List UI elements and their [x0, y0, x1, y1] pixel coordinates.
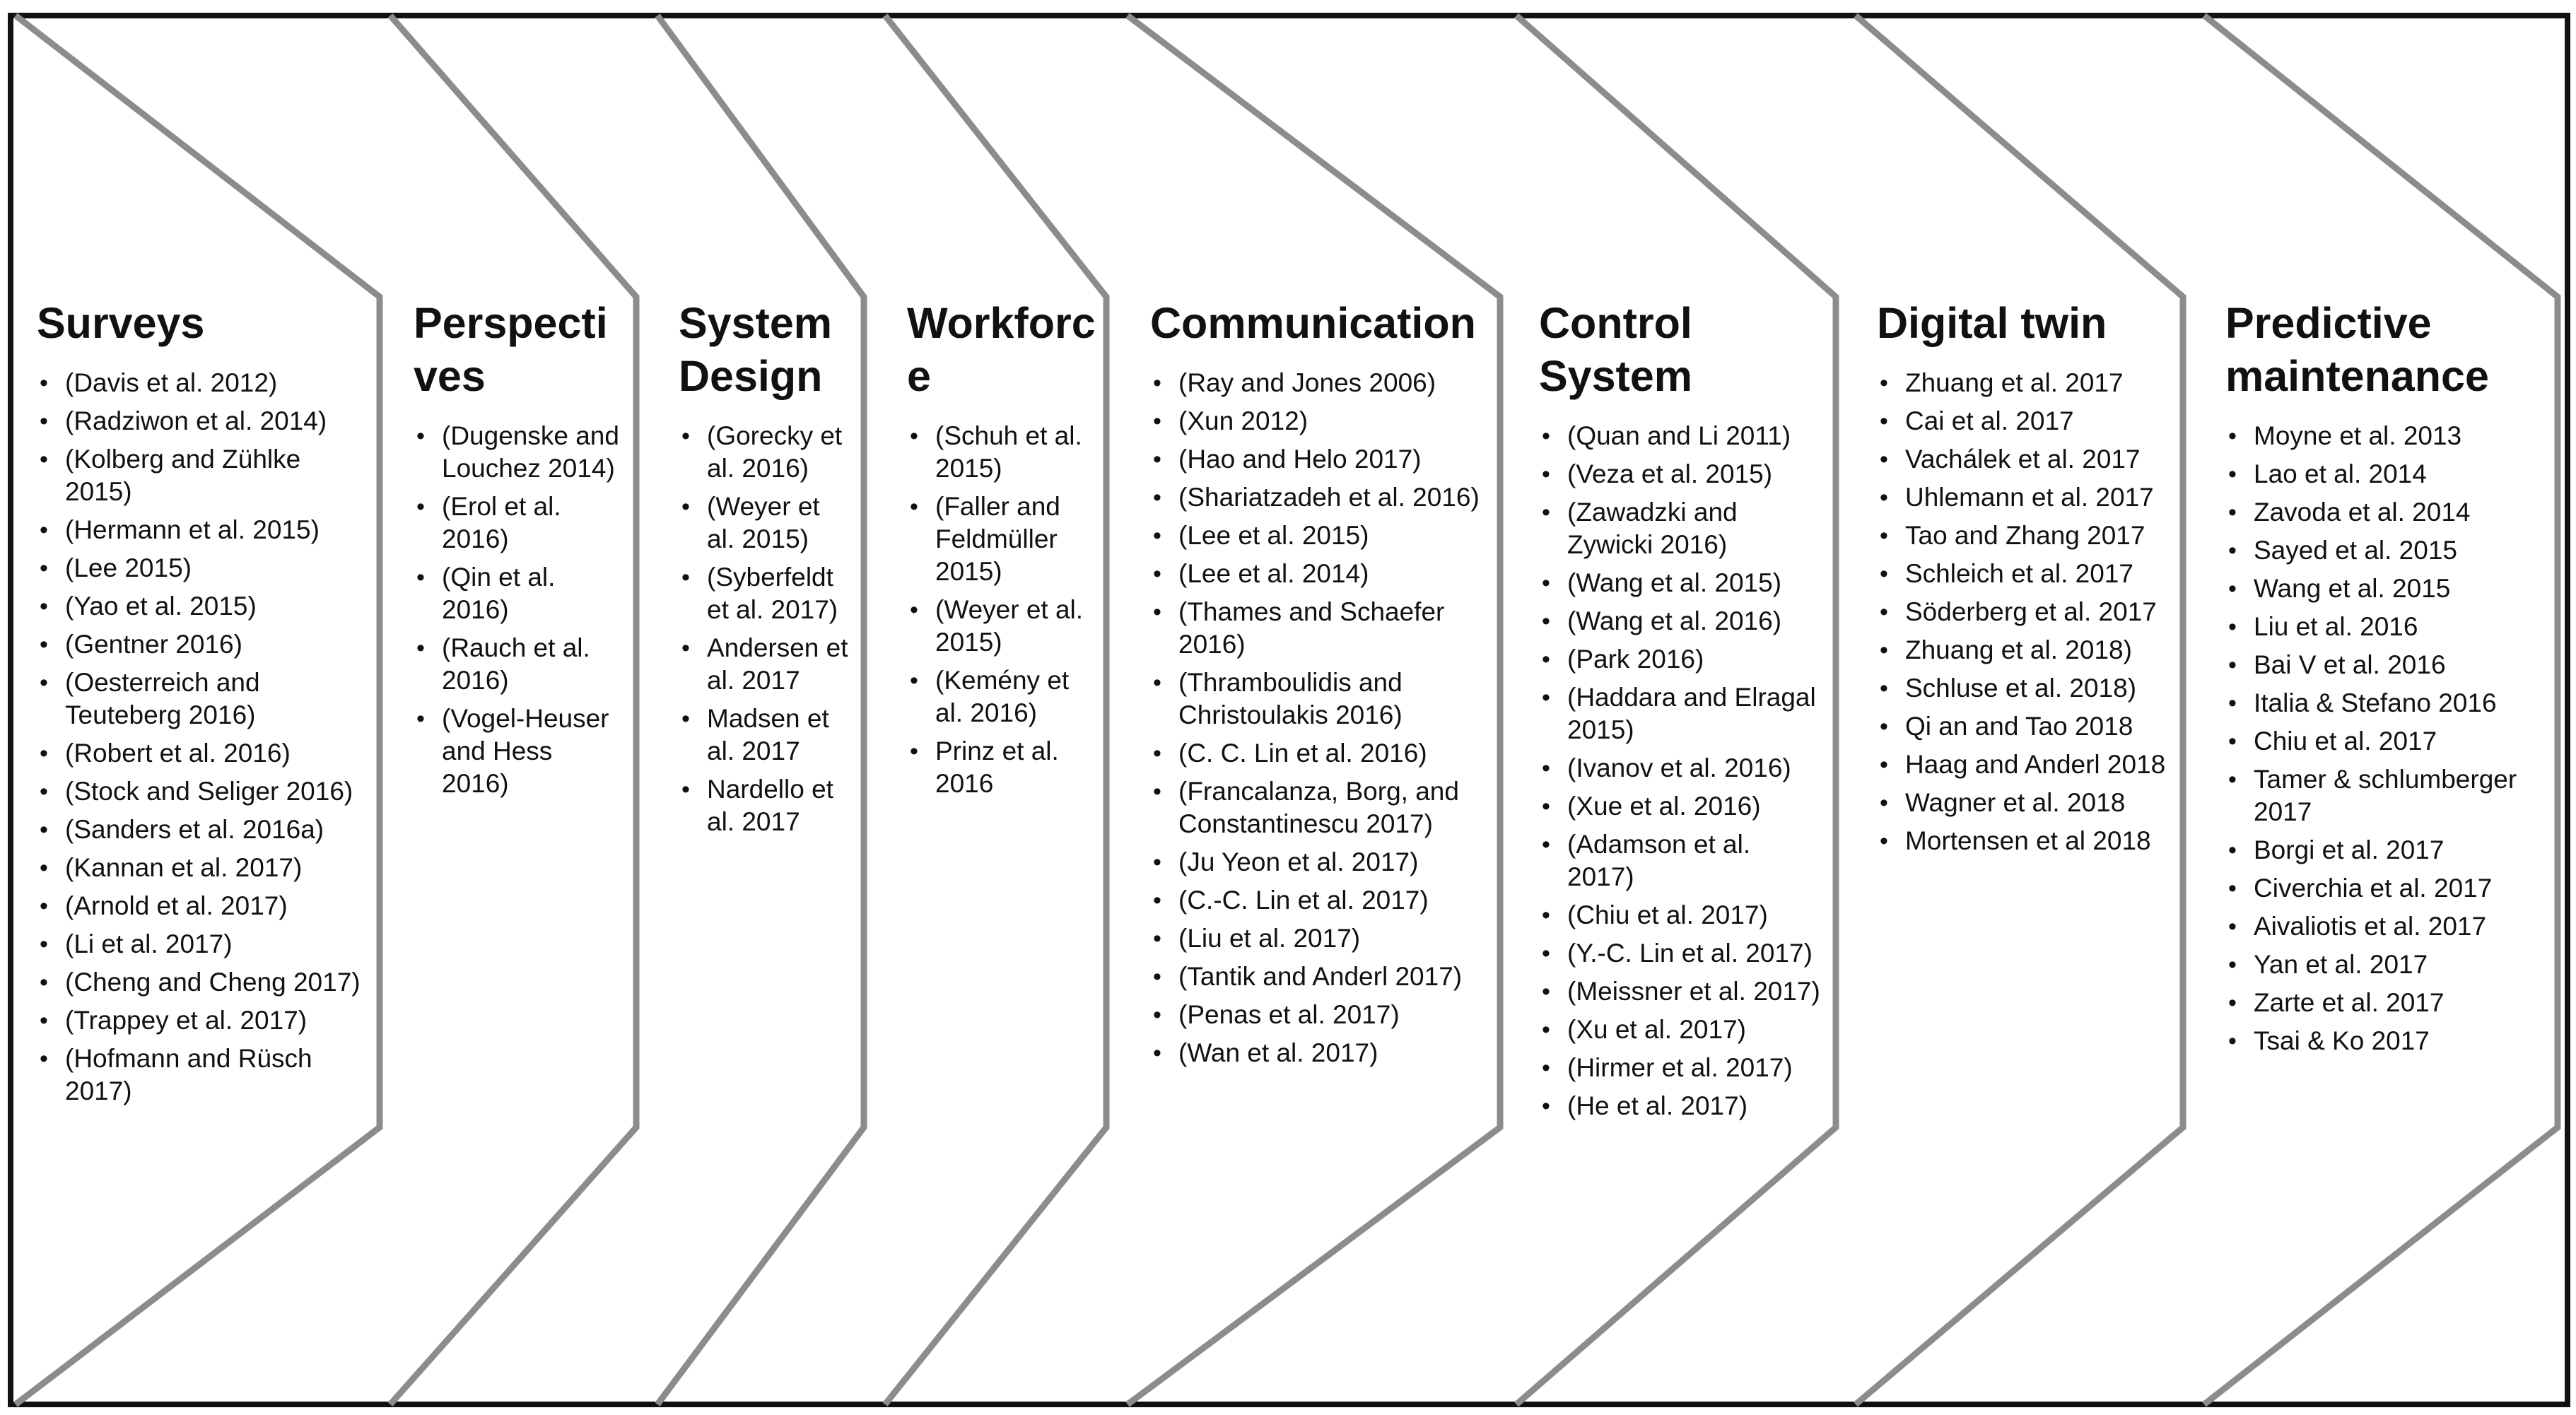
reference-item: • Vachálek et al. 2017 [1877, 443, 2174, 476]
reference-item: • Tamer & schlumberger 2017 [2225, 763, 2551, 828]
reference-item: • (Radziwon et al. 2014) [37, 405, 369, 438]
column-title: Workforce [907, 299, 1096, 400]
reference-item: • (Hermann et al. 2015) [37, 514, 369, 546]
column-system-design [679, 297, 848, 844]
reference-item: • (Tantik and Anderl 2017) [1150, 961, 1482, 993]
reference-item: • (Yao et al. 2015) [37, 590, 369, 623]
column-title: Perspectives [414, 299, 608, 400]
column-title: Digital twin [1877, 299, 2107, 347]
reference-item: • (Qin et al. 2016) [414, 561, 626, 626]
reference-item: • Madsen et al. 2017 [679, 703, 848, 768]
reference-list [37, 367, 369, 1108]
reference-item: • (Y.-C. Lin et al. 2017) [1539, 937, 1822, 970]
reference-item: • Bai V et al. 2016 [2225, 649, 2551, 681]
column-workforce [907, 297, 1098, 806]
reference-item: • (Quan and Li 2011) [1539, 420, 1822, 452]
reference-item: • (Oesterreich and Teuteberg 2016) [37, 667, 369, 732]
reference-item: • (Park 2016) [1539, 643, 1822, 676]
reference-item: • (Weyer et al. 2015) [907, 594, 1098, 659]
reference-item: • (Li et al. 2017) [37, 928, 369, 961]
reference-item: • Lao et al. 2014 [2225, 458, 2551, 491]
reference-item: • (Francalanza, Borg, and Constantinescu 2017) [1150, 775, 1482, 840]
reference-item: • (Ivanov et al. 2016) [1539, 752, 1822, 785]
reference-item: • Tao and Zhang 2017 [1877, 519, 2174, 552]
reference-item: • (Kemény et al. 2016) [907, 664, 1098, 729]
reference-item: • Schluse et al. 2018) [1877, 672, 2174, 705]
column-title: Predictive maintenance [2225, 299, 2489, 400]
reference-list [2225, 420, 2551, 1057]
reference-item: • Mortensen et al 2018 [1877, 825, 2174, 857]
reference-list [679, 420, 848, 838]
reference-item: • (Robert et al. 2016) [37, 737, 369, 770]
reference-item: • (Meissner et al. 2017) [1539, 975, 1822, 1008]
reference-item: • (Gentner 2016) [37, 628, 369, 661]
reference-item: • Zavoda et al. 2014 [2225, 496, 2551, 529]
reference-item: • Wagner et al. 2018 [1877, 787, 2174, 819]
reference-item: • Borgi et al. 2017 [2225, 834, 2551, 867]
reference-item: • (Lee et al. 2015) [1150, 519, 1482, 552]
reference-item: • Aivaliotis et al. 2017 [2225, 910, 2551, 943]
reference-item: • Liu et al. 2016 [2225, 611, 2551, 643]
reference-item: • (Adamson et al. 2017) [1539, 828, 1822, 893]
reference-item: • (Gorecky et al. 2016) [679, 420, 848, 485]
reference-item: • Söderberg et al. 2017 [1877, 596, 2174, 628]
reference-item: • (Erol et al. 2016) [414, 491, 626, 556]
reference-item: • Italia & Stefano 2016 [2225, 687, 2551, 720]
reference-item: • (Thramboulidis and Christoulakis 2016) [1150, 667, 1482, 732]
reference-item: • (Xun 2012) [1150, 405, 1482, 438]
reference-item: • Sayed et al. 2015 [2225, 534, 2551, 567]
reference-item: • Cai et al. 2017 [1877, 405, 2174, 438]
reference-list [1150, 367, 1482, 1069]
reference-item: • (Trappey et al. 2017) [37, 1004, 369, 1037]
reference-item: • Zarte et al. 2017 [2225, 987, 2551, 1019]
reference-item: • (Thames and Schaefer 2016) [1150, 596, 1482, 661]
reference-item: • Haag and Anderl 2018 [1877, 748, 2174, 781]
reference-item: • Chiu et al. 2017 [2225, 725, 2551, 758]
reference-item: • Zhuang et al. 2018) [1877, 634, 2174, 667]
reference-item: • Schleich et al. 2017 [1877, 558, 2174, 590]
column-surveys [37, 297, 369, 1113]
reference-item: • (Davis et al. 2012) [37, 367, 369, 399]
reference-item: • (Arnold et al. 2017) [37, 890, 369, 922]
reference-list [1877, 367, 2174, 857]
column-title: Communication [1150, 299, 1476, 347]
column-title: Control System [1539, 299, 1693, 400]
reference-list [414, 420, 626, 800]
column-perspectives [414, 297, 626, 806]
reference-item: • (Kannan et al. 2017) [37, 852, 369, 884]
reference-item: • (Rauch et al. 2016) [414, 632, 626, 697]
reference-item: • (Dugenske and Louchez 2014) [414, 420, 626, 485]
column-predictive-maintenance [2225, 297, 2551, 1063]
reference-item: • (Xu et al. 2017) [1539, 1014, 1822, 1046]
reference-item: • (Shariatzadeh et al. 2016) [1150, 481, 1482, 514]
reference-item: • Wang et al. 2015 [2225, 573, 2551, 605]
column-title: Surveys [37, 299, 205, 347]
reference-item: • (Zawadzki and Zywicki 2016) [1539, 496, 1822, 561]
reference-item: • (Hao and Helo 2017) [1150, 443, 1482, 476]
reference-item: • Andersen et al. 2017 [679, 632, 848, 697]
reference-item: • Nardello et al. 2017 [679, 773, 848, 838]
reference-item: • (Lee et al. 2014) [1150, 558, 1482, 590]
reference-item: • (Faller and Feldmüller 2015) [907, 491, 1098, 588]
column-title: System Design [679, 299, 833, 400]
reference-item: • Prinz et al. 2016 [907, 735, 1098, 800]
reference-item: • (Liu et al. 2017) [1150, 922, 1482, 955]
reference-item: • (Veza et al. 2015) [1539, 458, 1822, 491]
reference-list [907, 420, 1098, 800]
reference-item: • (Chiu et al. 2017) [1539, 899, 1822, 932]
reference-item: • Zhuang et al. 2017 [1877, 367, 2174, 399]
reference-item: • (Ray and Jones 2006) [1150, 367, 1482, 399]
reference-item: • (Hirmer et al. 2017) [1539, 1052, 1822, 1084]
column-control-system [1539, 297, 1822, 1128]
reference-item: • (C.-C. Lin et al. 2017) [1150, 884, 1482, 917]
reference-item: • (Hofmann and Rüsch 2017) [37, 1043, 369, 1108]
reference-item: • (Wang et al. 2016) [1539, 605, 1822, 638]
reference-item: • Moyne et al. 2013 [2225, 420, 2551, 452]
reference-item: • (Weyer et al. 2015) [679, 491, 848, 556]
reference-item: • (Syberfeldt et al. 2017) [679, 561, 848, 626]
reference-item: • Uhlemann et al. 2017 [1877, 481, 2174, 514]
reference-item: • (He et al. 2017) [1539, 1090, 1822, 1122]
reference-item: • Qi an and Tao 2018 [1877, 710, 2174, 743]
reference-item: • (Vogel-Heuser and Hess 2016) [414, 703, 626, 800]
reference-item: • (Wang et al. 2015) [1539, 567, 1822, 599]
reference-item: • (Stock and Seliger 2016) [37, 775, 369, 808]
reference-item: • (Xue et al. 2016) [1539, 790, 1822, 823]
column-digital-twin [1877, 297, 2174, 863]
reference-item: • Civerchia et al. 2017 [2225, 872, 2551, 905]
reference-item: • (Sanders et al. 2016a) [37, 814, 369, 846]
column-communication [1150, 297, 1482, 1075]
reference-item: • (Wan et al. 2017) [1150, 1037, 1482, 1069]
reference-item: • (Penas et al. 2017) [1150, 999, 1482, 1031]
reference-item: • (Schuh et al. 2015) [907, 420, 1098, 485]
reference-item: • (Lee 2015) [37, 552, 369, 585]
reference-item: • Yan et al. 2017 [2225, 949, 2551, 981]
reference-list [1539, 420, 1822, 1122]
reference-item: • (Kolberg and Zühlke 2015) [37, 443, 369, 508]
reference-item: • (Haddara and Elragal 2015) [1539, 681, 1822, 746]
reference-item: • (C. C. Lin et al. 2016) [1150, 737, 1482, 770]
reference-item: • (Ju Yeon et al. 2017) [1150, 846, 1482, 879]
reference-item: • (Cheng and Cheng 2017) [37, 966, 369, 999]
reference-item: • Tsai & Ko 2017 [2225, 1025, 2551, 1057]
